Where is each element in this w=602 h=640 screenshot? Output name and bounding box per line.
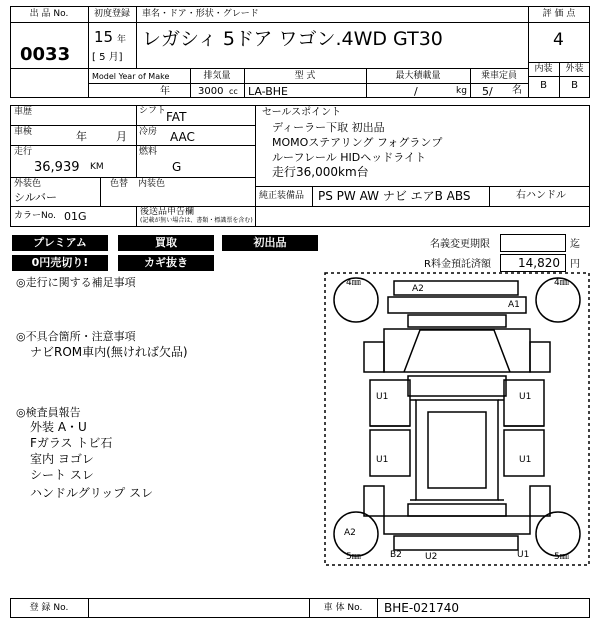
recycle-label: R料金預託済額 (424, 259, 491, 270)
color-no: 01G (64, 210, 87, 223)
badge-first-listing: 初出品 (222, 235, 318, 251)
tire-front-left: 4㎜ (346, 278, 361, 288)
exterior-grade: B (571, 80, 578, 91)
km-unit: KM (90, 162, 104, 172)
divider (136, 206, 137, 227)
model-label: 型 式 (294, 71, 316, 81)
badge-key-removed: カギ抜き (118, 255, 214, 271)
inspect-month: 月 (116, 130, 127, 143)
recycle-value: 14,820 (518, 256, 560, 270)
load-slash: / (414, 85, 418, 98)
grade-label: 評 価 点 (542, 9, 576, 19)
displacement: 3000 (198, 86, 224, 97)
divider (10, 22, 590, 23)
divider (10, 177, 255, 178)
damage-mark: B2 (390, 550, 402, 560)
reg-no-label: 登 録 No. (29, 603, 69, 613)
handle-side: 右ハンドル (516, 190, 566, 201)
reg-year: 15 (94, 28, 114, 46)
damage-mark: U2 (425, 552, 438, 562)
divider (255, 206, 590, 207)
ext-color-label: 外装色 (14, 179, 42, 189)
mileage-value: 36,939 (34, 160, 80, 175)
damage-mark: A2 (344, 528, 356, 538)
name-change-unit: 迄 (570, 239, 580, 250)
reg-label: 初度登録 (93, 9, 130, 19)
inspect-year: 年 (76, 130, 87, 143)
damage-mark: U1 (519, 455, 532, 465)
color-change-label: 色替 (110, 179, 129, 189)
lot-number: 0033 (20, 44, 71, 65)
sales-title: セールスポイント (262, 107, 342, 118)
load-label: 最大積載量 (395, 71, 441, 81)
inspect-label: 車検 (14, 127, 33, 137)
interior-label: 内装 (534, 64, 553, 74)
tire-front-right: 4㎜ (554, 278, 569, 288)
inspector-line: Fガラス トビ石 (30, 436, 113, 450)
divider (255, 105, 256, 227)
docs-label: 後送品申告欄 (140, 207, 195, 217)
shift-label: シフト (139, 106, 167, 116)
name-change-label: 名義変更期限 (430, 239, 490, 250)
damage-mark: U1 (517, 550, 530, 560)
fuel-label: 燃料 (139, 147, 158, 157)
divider (88, 598, 89, 618)
docs-note: (記載が無い場合は、書類・標識票を含む) (140, 217, 253, 224)
badge-zero-yen: 0円売切り! (12, 255, 108, 271)
divider (88, 83, 528, 84)
damage-mark: U1 (519, 392, 532, 402)
fuel-value: G (172, 160, 182, 174)
inspector-line: 外装 A・U (30, 420, 87, 434)
exterior-label: 外装 (565, 64, 584, 74)
reg-year-unit: 年 (117, 35, 127, 45)
car-diagram (324, 272, 590, 566)
capacity: 5/ (482, 85, 493, 98)
divider (10, 206, 255, 207)
footer-frame (10, 598, 590, 618)
damage-mark: A1 (508, 300, 520, 310)
divider (489, 186, 490, 206)
damage-mark: U1 (376, 392, 389, 402)
chassis-label: 車 体 No. (323, 603, 363, 613)
recycle-unit: 円 (570, 259, 580, 270)
history-label: 車歴 (14, 107, 33, 117)
capacity-label: 乗車定員 (480, 71, 517, 81)
interior-grade: B (540, 80, 547, 91)
sales-line: 走行36,000km台 (272, 165, 369, 179)
disp-label: 排気量 (203, 71, 231, 81)
equipment-items: PS PW AW ナビ エアB ABS (318, 189, 471, 203)
ext-color: シルバー (14, 191, 57, 204)
lot-label: 出 品 No. (29, 9, 69, 19)
tire-rear-left: 5㎜ (346, 552, 361, 562)
divider (100, 177, 101, 206)
int-color-label: 内装色 (138, 179, 166, 189)
divider (377, 598, 378, 618)
inspector-line: 室内 ヨゴレ (30, 452, 94, 466)
mileage-label: 走行 (14, 147, 33, 157)
inspector-line: ハンドルグリップ スレ (30, 486, 154, 500)
mileage-notes-title: ◎走行に関する補足事項 (16, 276, 136, 289)
moy-label: Model Year of Make (92, 72, 170, 81)
divider (10, 145, 255, 146)
chassis-number: BHE-021740 (384, 601, 459, 615)
color-no-label: カラーNo. (14, 211, 56, 221)
defect-title: ◎不具合箇所・注意事項 (16, 330, 136, 343)
score: 4 (553, 30, 564, 50)
sales-line: ディーラー下取 初出品 (272, 121, 385, 134)
sales-line: MOMOステアリング フォグランプ (272, 136, 443, 149)
ac-value: AAC (170, 130, 195, 144)
inspector-title: ◎検査員報告 (16, 406, 81, 419)
reg-month: [ 5 月] (92, 52, 123, 63)
capacity-unit: 名 (512, 85, 522, 96)
divider (255, 186, 590, 187)
divider (136, 6, 137, 68)
sales-line: ルーフレール HIDヘッドライト (272, 151, 426, 164)
equipment-label: 純正装備品 (259, 191, 305, 201)
divider (10, 125, 255, 126)
kg-unit: kg (456, 86, 467, 96)
badge-premium: プレミアム (12, 235, 108, 251)
model-code: LA-BHE (248, 85, 289, 98)
name-label: 車名・ドア・形状・グレード (142, 9, 259, 19)
divider (312, 186, 313, 206)
cc-unit: cc (229, 87, 238, 96)
badge-buyout: 買取 (118, 235, 214, 251)
shift-value: FAT (166, 110, 187, 124)
damage-mark: A2 (412, 284, 424, 294)
name-change-box (500, 234, 566, 252)
divider (136, 105, 137, 177)
damage-mark: U1 (376, 455, 389, 465)
tire-rear-right: 5㎜ (554, 552, 569, 562)
defect-line: ナビROM車内(無ければ欠品) (30, 345, 188, 359)
inspector-line: シート スレ (30, 468, 94, 482)
year-unit: 年 (160, 86, 170, 97)
ac-label: 冷房 (139, 127, 158, 137)
car-name: レガシィ 5ドア ワゴン.4WD GT30 (142, 28, 443, 50)
